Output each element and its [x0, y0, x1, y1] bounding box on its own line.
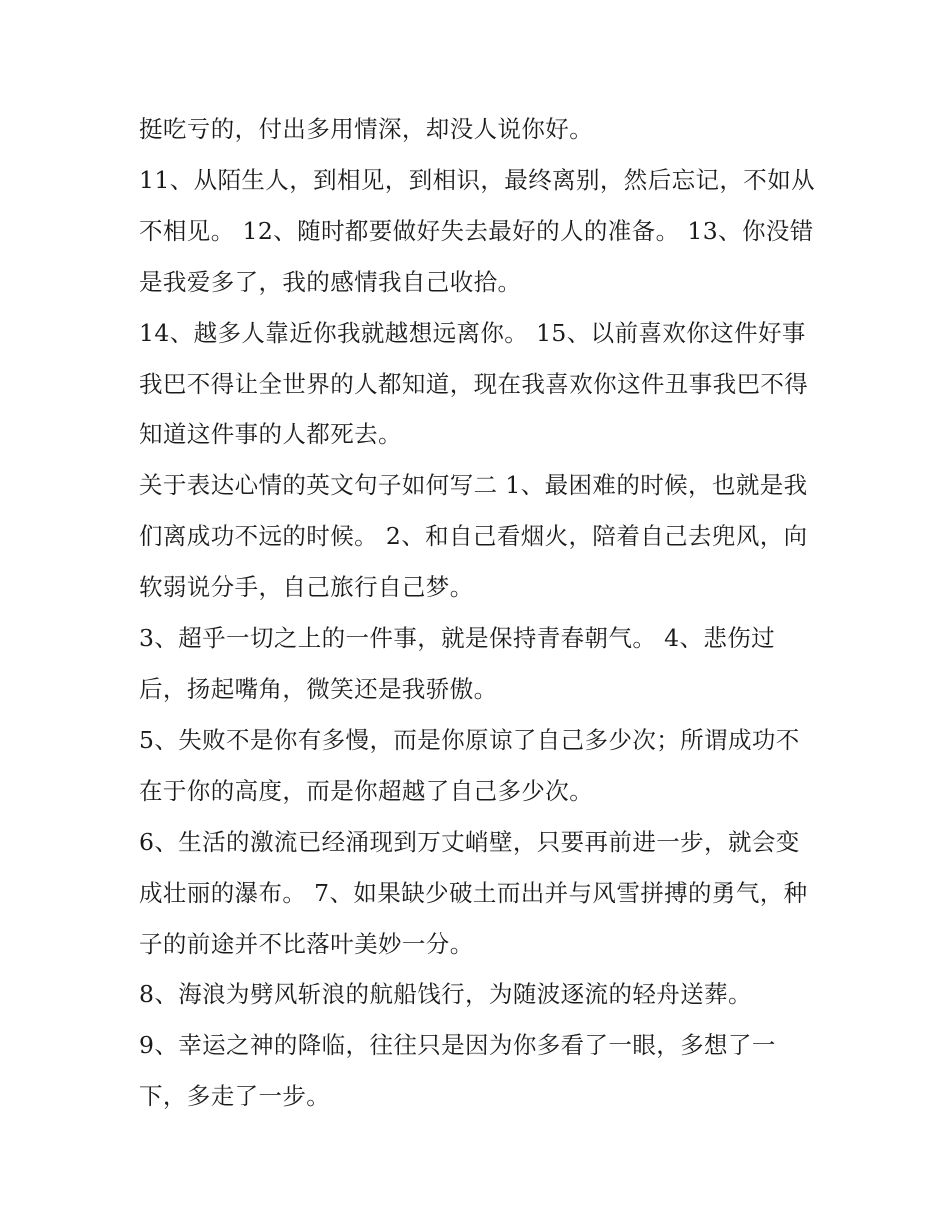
paragraph-4: 关于表达心情的英文句子如何写二 1、最困难的时候，也就是我们离成功不远的时候。 2、和自己看烟火，陪着自己去兜风，向软弱说分手，自己旅行自己梦。 — [139, 471, 808, 602]
paragraph-1: 挺吃亏的，付出多用情深，却没人说你好。 — [139, 115, 594, 143]
paragraph-7: 6、生活的激流已经涌现到万丈峭壁，只要再前进一步，就会变成壮丽的瀑布。 7、如果缺少破土而出并与风雪拼搏的勇气，种子的前途并不比落叶美妙一分。 — [139, 827, 808, 958]
paragraph-2: 11、从陌生人，到相见，到相识，最终离别，然后忘记，不如从不相见。 12、随时都要做好失去最好的人的准备。 13、你没错是我爱多了，我的感情我自己收拾。 — [139, 165, 816, 296]
paragraph-6: 5、失败不是你有多慢，而是你原谅了自己多少次；所谓成功不在于你的高度，而是你超越了自己多少次。 — [139, 725, 800, 805]
document-page — [139, 104, 819, 1122]
paragraph-9: 9、幸运之神的降临，往往只是因为你多看了一眼，多想了一下，多走了一步。 — [139, 1031, 776, 1111]
paragraph-8: 8、海浪为劈风斩浪的航船饯行，为随波逐流的轻舟送葬。 — [139, 980, 752, 1009]
paragraph-3: 14、越多人靠近你我就越想远离你。 15、以前喜欢你这件好事我巴不得让全世界的人都知道，现在我喜欢你这件丑事我巴不得知道这件事的人都死去。 — [139, 318, 809, 449]
paragraph-5: 3、超乎一切之上的一件事，就是保持青春朝气。 4、悲伤过后，扬起嘴角，微笑还是我骄傲。 — [139, 624, 776, 703]
